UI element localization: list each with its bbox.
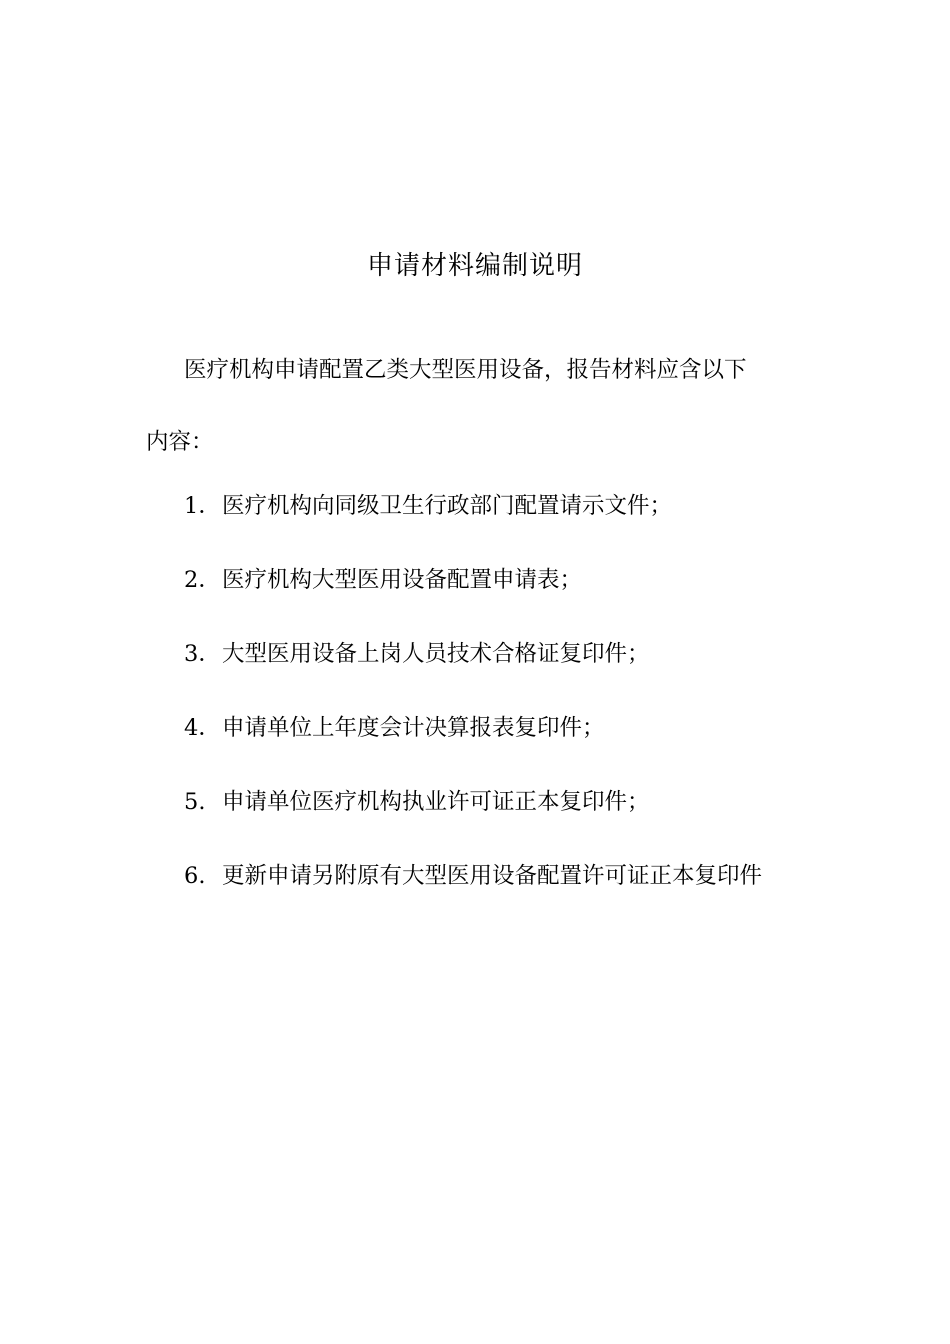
list-item xyxy=(184,784,650,820)
list-item-text: 申请单位医疗机构执业许可证正本复印件； xyxy=(222,789,650,815)
list-item-number: 2． xyxy=(184,567,221,593)
document-title: 申请材料编制说明 xyxy=(366,251,583,281)
list-item-text: 申请单位上年度会计决算报表复印件； xyxy=(222,715,605,741)
list-item-number: 5. xyxy=(184,789,206,815)
intro-paragraph xyxy=(146,352,806,460)
list-item-text: 医疗机构大型医用设备配置申请表； xyxy=(222,567,583,593)
list-item xyxy=(184,636,650,672)
list-item-number: 6. xyxy=(184,863,206,889)
list-item-number: 4． xyxy=(184,715,221,741)
intro-line-1: 医疗机构申请配置乙类大型医用设备，报告材料应含以下 xyxy=(184,357,747,383)
list-item xyxy=(184,858,762,894)
list-item-number: 3． xyxy=(184,641,221,667)
list-item-number: 1． xyxy=(184,493,221,519)
list-item xyxy=(184,488,672,524)
list-item-text: 更新申请另附原有大型医用设备配置许可证正本复印件 xyxy=(222,863,763,889)
list-item xyxy=(184,710,605,746)
list-item xyxy=(184,562,582,598)
list-item-text: 医疗机构向同级卫生行政部门配置请示文件； xyxy=(222,493,673,519)
list-item-text: 大型医用设备上岗人员技术合格证复印件； xyxy=(222,641,650,667)
intro-line-2: 内容： xyxy=(146,429,214,455)
